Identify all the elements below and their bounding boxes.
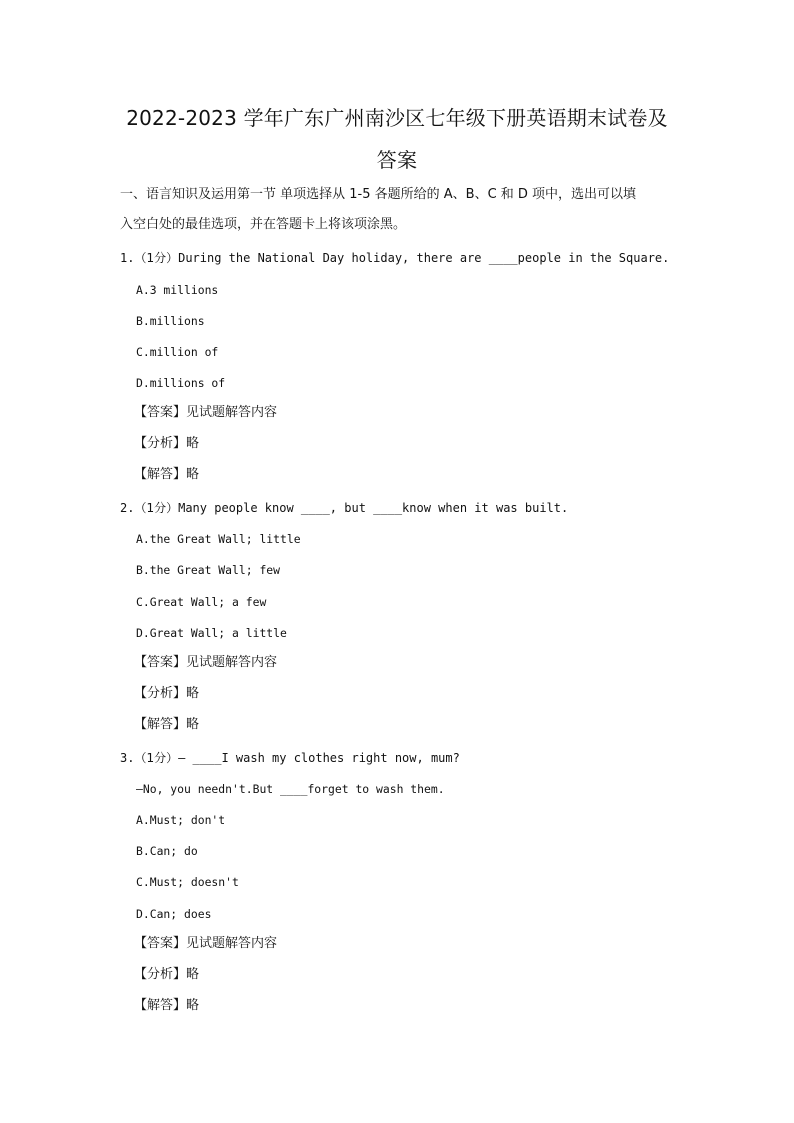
question-3-option-d: D.Can; does (136, 907, 212, 921)
question-3-score: （1分） (134, 751, 179, 765)
question-2-number: 2. (120, 501, 135, 515)
question-3-option-c: C.Must; doesn't (136, 875, 239, 889)
question-3-option-a: A.Must; don't (136, 813, 226, 827)
question-3-dialogue-line: —No, you needn't.But ____forget to wash them. (136, 782, 445, 796)
instructions-line-2: 入空白处的最佳选项，并在答题卡上将该项涂黑。 (120, 217, 407, 232)
question-1-number: 1. (120, 251, 135, 265)
question-2-option-b: B.the Great Wall; few (136, 563, 281, 577)
question-1-solution: 【解答】略 (134, 467, 200, 482)
question-1-option-a: A.3 millions (136, 283, 219, 297)
question-2-stem: Many people know ____, but ____know when it was built. (178, 501, 569, 515)
question-1-line (120, 251, 669, 265)
question-2-answer: 【答案】见试题解答内容 (134, 655, 278, 670)
question-2-solution: 【解答】略 (134, 717, 200, 732)
question-2-option-d: D.Great Wall; a little (136, 626, 287, 640)
question-3-option-b: B.Can; do (136, 844, 198, 858)
question-1-stem: During the National Day holiday, there are ____people in the Square. (178, 251, 670, 265)
question-1-score: （1分） (134, 251, 179, 265)
question-3-stem: — ____I wash my clothes right now, mum? (178, 751, 460, 765)
document-title-line-1: 2022-2023 学年广东广州南沙区七年级下册英语期末试卷及 (126, 106, 668, 130)
question-1-analysis: 【分析】略 (134, 436, 200, 451)
question-3-answer: 【答案】见试题解答内容 (134, 936, 278, 951)
question-3-number: 3. (120, 751, 135, 765)
question-1-option-b: B.millions (136, 314, 205, 328)
question-2-score: （1分） (134, 501, 179, 515)
document-title-line-2: 答案 (376, 148, 418, 172)
question-3-solution: 【解答】略 (134, 998, 200, 1013)
question-1-option-c: C.million of (136, 345, 219, 359)
question-2-option-a: A.the Great Wall; little (136, 532, 301, 546)
question-3-analysis: 【分析】略 (134, 967, 200, 982)
question-2-line (120, 501, 568, 515)
question-2-option-c: C.Great Wall; a few (136, 595, 267, 609)
instructions-line-1: 一、语言知识及运用第一节 单项选择从 1-5 各题所给的 A、B、C 和 D 项中，选出可以填 (120, 187, 637, 202)
question-1-option-d: D.millions of (136, 376, 226, 390)
question-1-answer: 【答案】见试题解答内容 (134, 405, 278, 420)
question-2-analysis: 【分析】略 (134, 686, 200, 701)
question-3-line (120, 751, 460, 765)
